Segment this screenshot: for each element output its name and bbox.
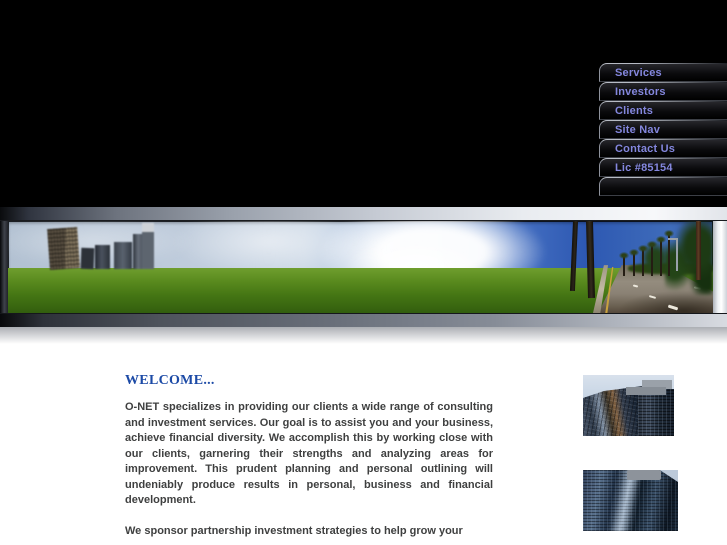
nav-item-label: Investors [615,85,666,98]
skyscraper [142,223,154,269]
frame-top-edge [0,207,727,221]
nav-item-investors[interactable] [599,82,727,101]
intro-text [125,400,493,545]
banner-panorama-image [8,221,713,313]
street-lamp-pole [676,238,678,271]
intro-paragraph-2: We sponsor partnership investment strategies to help grow your [125,524,463,537]
main-nav [599,63,727,196]
nav-item-label: Services [615,66,662,79]
nav-item-label: Site Nav [615,123,661,136]
building-photo-bottom [583,470,678,531]
city-skyline [48,221,160,269]
banner-metal-frame [0,207,727,327]
frame-bottom-edge [0,313,727,327]
thumb-tower-crown [627,470,661,480]
nav-item-label: Contact Us [615,142,676,155]
palm-trunk-large [586,221,595,298]
nav-item-services[interactable] [599,63,727,82]
banner-drop-shadow [0,327,727,344]
palm-fronds [664,230,674,237]
palm-trunk [668,234,670,276]
header-black-banner [0,0,727,207]
palm-trunk [660,239,662,276]
nav-spacer [599,177,727,196]
intro-paragraph-1: O-NET specializes in providing our clients a wide range of consulting and investment services. Our goal is to assist you and your business, achieve financial diversity. We accomplish this by working close with our clients, garnering their strengths and analyzing areas for improvement. This prudent planning and personal outlining will undeniably produce results in personal, business and financial development. [125,401,493,506]
palm-fronds [619,252,629,259]
palm-trunk [633,252,635,276]
thumb-tower-crown [626,387,666,395]
building-photo-top [583,375,674,436]
nav-item-label: Lic #85154 [615,161,673,174]
palm-trunk [651,245,653,276]
nav-item-clients[interactable] [599,101,727,120]
welcome-heading: WELCOME... [125,373,215,388]
skyscraper [47,227,80,270]
nav-item-site-nav[interactable] [599,120,727,139]
thumb-tower [638,389,674,436]
palm-trunk [642,249,644,277]
frame-left-edge [0,221,8,313]
frame-right-edge [713,221,727,313]
nav-item-license-number[interactable] [599,158,727,177]
nav-item-label: Clients [615,104,654,117]
skyscraper [81,248,95,269]
skyscraper [114,242,132,269]
street-lamp-arm [668,238,678,240]
nav-item-contact-us[interactable] [599,139,727,158]
palm-trunk-large [696,221,701,280]
skyscraper [95,245,110,269]
